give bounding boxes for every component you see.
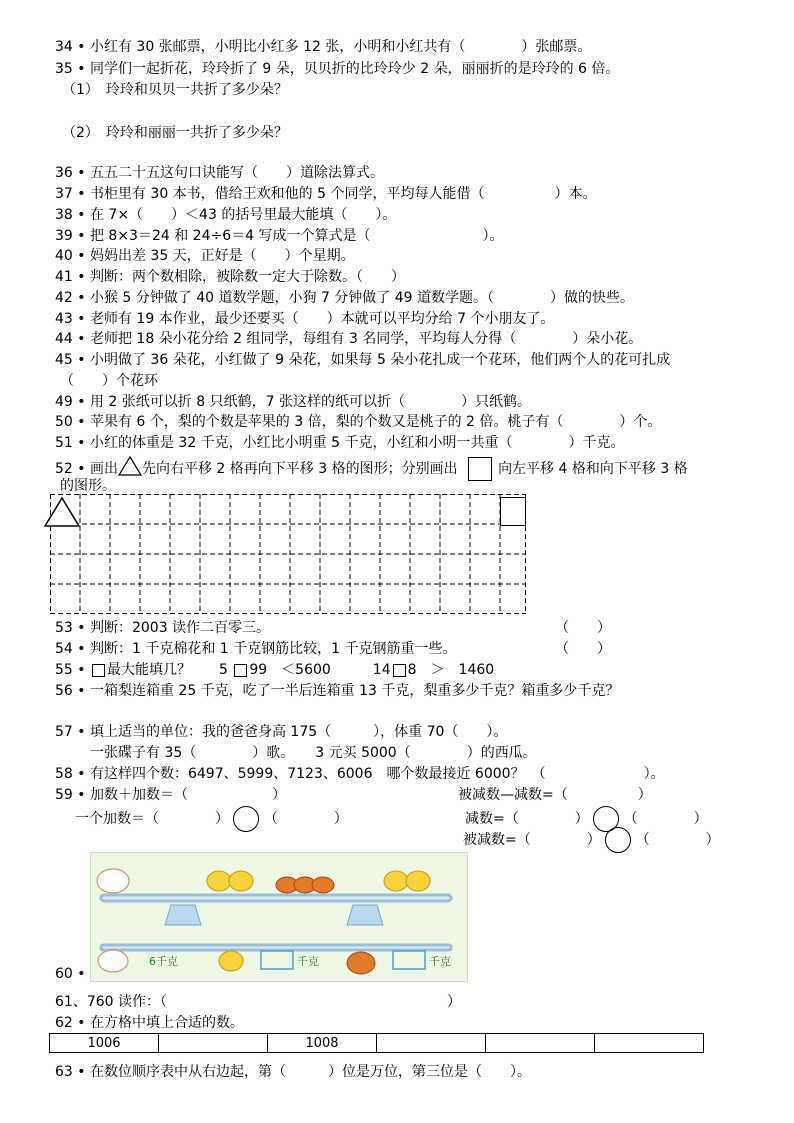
question-50: 50 • 苹果有 6 个，梨的个数是苹果的 3 倍，梨的个数又是桃子的 2 倍。桃子有（ ）个。 xyxy=(55,414,662,430)
sequence-cell[interactable] xyxy=(377,1034,486,1053)
question-59-right-3 xyxy=(463,827,720,853)
question-57-line-2: 一张碟子有 35（ ）歌。 3 元买 5000（ ）的西瓜。 xyxy=(90,745,537,761)
blank-box-icon xyxy=(92,664,105,677)
question-52-text-b: 先向右平移 2 格再向下平移 3 格的图形；分别画出 xyxy=(141,461,458,477)
question-39: 39 • 把 8×3＝24 和 24÷6＝4 写成一个算式是（ ）。 xyxy=(55,228,504,244)
question-35-part-2: （2） 玲玲和丽丽一共折了多少朵？ xyxy=(62,125,288,141)
question-52-cont: 的图形。 xyxy=(60,478,116,494)
question-35: 35 • 同学们一起折花，玲玲折了 9 朵，贝贝折的比玲玲少 2 朵，丽丽折的是玲玲的 6 倍。 xyxy=(55,61,620,77)
question-52-text-a: 52 • 画出 xyxy=(55,461,118,477)
question-42: 42 • 小猴 5 分钟做了 40 道数学题，小狗 7 分钟做了 49 道数学题。（ ）做的快些。 xyxy=(55,290,635,306)
question-57: 57 • 填上适当的单位：我的爸爸身高 175（ ），体重 70（ ）。 xyxy=(55,724,508,740)
question-59-addend-blank: （ ） xyxy=(263,811,348,827)
question-63: 63 • 在数位顺序表中从右边起，第（ ）位是万位，第三位是（ ）。 xyxy=(55,1064,531,1080)
question-45: 45 • 小明做了 36 朵花，小红做了 9 朵花，如果每 5 朵小花扎成一个花环，他们两个人的花可扎成 xyxy=(55,352,671,368)
question-62: 62 • 在方格中填上合适的数。 xyxy=(55,1015,244,1031)
question-41: 41 • 判断：两个数相除，被除数一定大于除数。（ ） xyxy=(55,269,405,285)
question-43: 43 • 老师有 19 本作业，最少还要买（ ）本就可以平均分给 7 个小朋友了。 xyxy=(55,311,555,327)
question-59-right-1: 被减数—减数=（ ） xyxy=(458,787,652,803)
question-52-text-c: 向左平移 4 格和向下平移 3 格 xyxy=(498,461,688,477)
question-45-cont: （ ）个花环 xyxy=(60,373,158,389)
question-52 xyxy=(55,456,688,481)
question-51: 51 • 小红的体重是 32 千克，小红比小明重 5 千克，小红和小明一共重（ ）千克。 xyxy=(55,435,625,451)
sequence-cell[interactable] xyxy=(595,1034,704,1053)
label-kg-2: 千克 xyxy=(429,955,451,968)
label-6kg: 6千克 xyxy=(149,955,178,968)
question-59-left-1: 59 • 加数＋加数＝（ ） xyxy=(55,787,286,803)
question-58: 58 • 有这样四个数：6497、5999、7123、6006 哪个数最接近 6000？ （ ）。 xyxy=(55,766,665,782)
sequence-cell[interactable] xyxy=(486,1034,595,1053)
question-38: 38 • 在 7×（ ）＜43 的括号里最大能填（ ）。 xyxy=(55,207,397,223)
question-44: 44 • 老师把 18 朵小花分给 2 组同学，每组有 3 名同学，平均每人分得（ ）朵小花。 xyxy=(55,331,643,347)
balance-scale-picture xyxy=(90,852,468,982)
question-61: 61、760 读作：（ ） xyxy=(55,994,461,1010)
question-59-minuend-blank: （ ） xyxy=(635,832,720,848)
question-35-part-1: （1） 玲玲和贝贝一共折了多少朵？ xyxy=(62,82,288,98)
question-36: 36 • 五五二十五这句口诀能写（ ）道除法算式。 xyxy=(55,165,384,181)
compare-circle-icon xyxy=(233,806,259,832)
compare-circle-icon xyxy=(605,827,631,853)
square-icon xyxy=(468,457,492,481)
question-40: 40 • 妈妈出差 35 天，正好是（ ）个星期。 xyxy=(55,248,355,264)
question-55-text-b: 最大能填几？ 5 xyxy=(106,662,228,678)
question-53-answer: （ ） xyxy=(555,620,611,636)
question-53: 53 • 判断：2003 读作二百零三。 xyxy=(55,620,271,636)
question-59-addend: 一个加数＝（ ） xyxy=(75,811,229,827)
question-55-text-c: 99 ＜5600 14 xyxy=(249,662,391,678)
question-59-subtrahend: 减数=（ ） xyxy=(465,811,589,827)
question-55-text-d: 8 ＞ 1460 xyxy=(407,662,495,678)
triangle-icon xyxy=(118,456,142,476)
label-kg-1: 千克 xyxy=(297,955,319,968)
question-55-text-a: 55 • xyxy=(55,662,86,678)
sequence-cell[interactable] xyxy=(159,1034,268,1053)
blank-box-icon xyxy=(393,664,406,677)
grid-triangle-icon xyxy=(44,497,80,527)
question-59-subtrahend-blank: （ ） xyxy=(623,811,708,827)
question-37: 37 • 书柜里有 30 本书，借给王欢和他的 5 个同学，平均每人能借（ ）本。 xyxy=(55,186,597,202)
question-55 xyxy=(55,661,494,679)
question-34: 34 • 小红有 30 张邮票，小明比小红多 12 张，小明和小红共有（ ）张邮票。 xyxy=(55,39,592,55)
question-56: 56 • 一箱梨连箱重 25 千克，吃了一半后连箱重 13 千克，梨重多少千克？箱重多少千克？ xyxy=(55,683,620,699)
sequence-cell[interactable]: 1006 xyxy=(50,1034,159,1053)
blank-box-icon xyxy=(234,664,247,677)
balance-scale-illustration xyxy=(91,853,467,981)
question-60: 60 • xyxy=(55,966,86,982)
grid-square-icon xyxy=(500,497,526,526)
dashed-grid xyxy=(50,494,526,614)
sequence-cell[interactable]: 1008 xyxy=(268,1034,377,1053)
number-sequence-table xyxy=(49,1033,704,1053)
question-54: 54 • 判断：1 千克棉花和 1 千克钢筋比较，1 千克钢筋重一些。 xyxy=(55,641,457,657)
question-59-minuend: 被减数=（ ） xyxy=(463,832,601,848)
question-59-left-2 xyxy=(75,806,348,832)
question-49: 49 • 用 2 张纸可以折 8 只纸鹤，7 张这样的纸可以折（ ）只纸鹤。 xyxy=(55,394,531,410)
question-54-answer: （ ） xyxy=(555,641,611,657)
